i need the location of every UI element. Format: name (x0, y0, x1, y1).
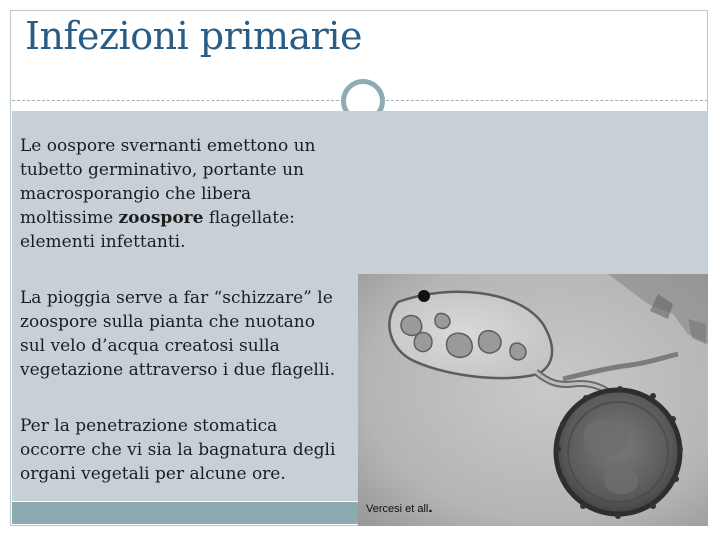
credit-dot: . (428, 499, 433, 516)
paragraph-line: Le oospore svernanti emettono un (20, 136, 316, 156)
microscope-photo (358, 274, 708, 526)
paragraph-line: vegetazione attraverso i due flagelli. (20, 360, 336, 380)
paragraph-line: zoospore sulla pianta che nuotano (20, 312, 315, 332)
credit-text: Vercesi et all (366, 503, 429, 515)
slide-title: Infezioni primarie (25, 14, 362, 58)
paragraph-line (20, 206, 316, 230)
paragraph-penetrazione (20, 414, 335, 486)
paragraph-line: tubetto germinativo, portante un (20, 160, 305, 180)
paragraph-oospore (20, 134, 316, 254)
bold-term-zoospore: zoospore (118, 208, 204, 228)
paragraph-line: La pioggia serve a far “schizzare” le (20, 288, 333, 308)
image-credit (366, 499, 433, 516)
paragraph-line: organi vegetali per alcune ore. (20, 464, 286, 484)
paragraph-line: occorre che vi sia la bagnatura degli (20, 440, 336, 460)
text-segment: flagellate: (203, 208, 295, 228)
paragraph-line: Per la penetrazione stomatica (20, 416, 278, 436)
paragraph-pioggia (20, 286, 335, 382)
paragraph-line: sul velo d’acqua creatosi sulla (20, 336, 280, 356)
paragraph-line: macrosporangio che libera (20, 184, 252, 204)
paragraph-line: elementi infettanti. (20, 232, 186, 252)
text-segment: moltissime (20, 208, 119, 228)
